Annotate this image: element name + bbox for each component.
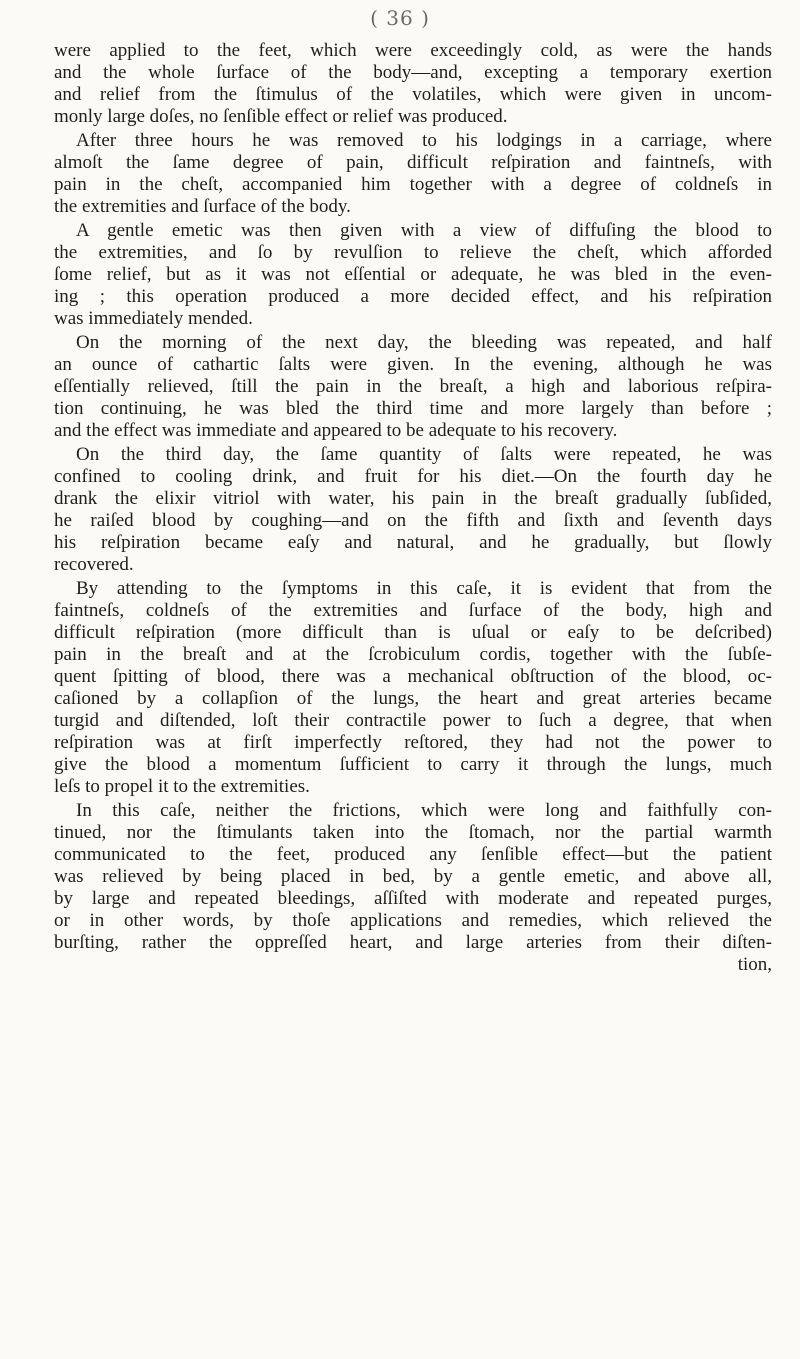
text-line: difficult reſpiration (more difficult than is uſual or eaſy to be deſcribed) [54, 622, 772, 643]
text-line: the extremities and ſurface of the body. [54, 196, 351, 217]
text-line: pain in the breaſt and at the ſcrobiculum cordis, together with the ſubſe- [54, 644, 772, 665]
text-line: was immediately mended. [54, 308, 253, 329]
text-line: confined to cooling drink, and fruit for his diet.—On the fourth day he [54, 466, 772, 487]
text-line: tinued, nor the ſtimulants taken into the ſtomach, nor the partial warmth [54, 822, 772, 843]
text-line: and relief from the ſtimulus of the volatiles, which were given in uncom- [54, 84, 772, 105]
text-line: he raiſed blood by coughing—and on the fifth and ſixth and ſeventh days [54, 510, 772, 531]
text-line: communicated to the feet, produced any ſenſible effect—but the patient [54, 844, 772, 865]
text-line: burſting, rather the oppreſſed heart, and large arteries from their diſten- [54, 932, 772, 953]
text-line: almoſt the ſame degree of pain, difficult reſpiration and faintneſs, with [54, 152, 772, 173]
text-line: tion, [737, 954, 772, 975]
text-line: his reſpiration became eaſy and natural, and he gradually, but ſlowly [54, 532, 772, 553]
text-line: leſs to propel it to the extremities. [54, 776, 310, 797]
text-line: After three hours he was removed to his lodgings in a carriage, where [76, 130, 772, 151]
text-line: faintneſs, coldneſs of the extremities and ſurface of the body, high and [54, 600, 772, 621]
text-line: and the effect was immediate and appeared to be adequate to his recovery. [54, 420, 618, 441]
text-line: the extremities, and ſo by revulſion to relieve the cheſt, which afforded [54, 242, 772, 263]
text-line: an ounce of cathartic ſalts were given. In the evening, although he was [54, 354, 772, 375]
text-line: caſioned by a collapſion of the lungs, the heart and great arteries became [54, 688, 772, 709]
text-line: and the whole ſurface of the body—and, excepting a temporary exertion [54, 62, 772, 83]
text-line: ſome relief, but as it was not eſſential or adequate, he was bled in the even- [54, 264, 772, 285]
text-line: tion continuing, he was bled the third time and more largely than before ; [54, 398, 772, 419]
text-line: was relieved by being placed in bed, by a gentle emetic, and above all, [54, 866, 772, 887]
text-line: On the morning of the next day, the bleeding was repeated, and half [76, 332, 772, 353]
text-line: In this caſe, neither the frictions, which were long and faithfully con- [76, 800, 772, 821]
text-line: monly large doſes, no ſenſible effect or relief was produced. [54, 106, 508, 127]
text-line: recovered. [54, 554, 134, 575]
text-line: by large and repeated bleedings, aſſiſted with moderate and repeated purges, [54, 888, 772, 909]
text-line: quent ſpitting of blood, there was a mechanical obſtruction of the blood, oc- [54, 666, 772, 687]
text-line: On the third day, the ſame quantity of ſalts were repeated, he was [76, 444, 772, 465]
text-line: were applied to the feet, which were exceedingly cold, as were the hands [54, 40, 772, 61]
text-line: turgid and diſtended, loſt their contractile power to ſuch a degree, that when [54, 710, 772, 731]
text-line: drank the elixir vitriol with water, his pain in the breaſt gradually ſubſided, [54, 488, 772, 509]
text-line: ing ; this operation produced a more decided effect, and his reſpiration [54, 286, 772, 307]
text-line: By attending to the ſymptoms in this caſe, it is evident that from the [76, 578, 772, 599]
text-line: reſpiration was at firſt imperfectly reſtored, they had not the power to [54, 732, 772, 753]
text-line: eſſentially relieved, ſtill the pain in the breaſt, a high and laborious reſpira- [54, 376, 772, 397]
text-line: pain in the cheſt, accompanied him together with a degree of coldneſs in [54, 174, 772, 195]
page-number: ( 36 ) [370, 6, 430, 30]
text-line: A gentle emetic was then given with a view of diffuſing the blood to [76, 220, 772, 241]
text-line: or in other words, by thoſe applications and remedies, which relieved the [54, 910, 772, 931]
text-line: give the blood a momentum ſufficient to carry it through the lungs, much [54, 754, 772, 775]
